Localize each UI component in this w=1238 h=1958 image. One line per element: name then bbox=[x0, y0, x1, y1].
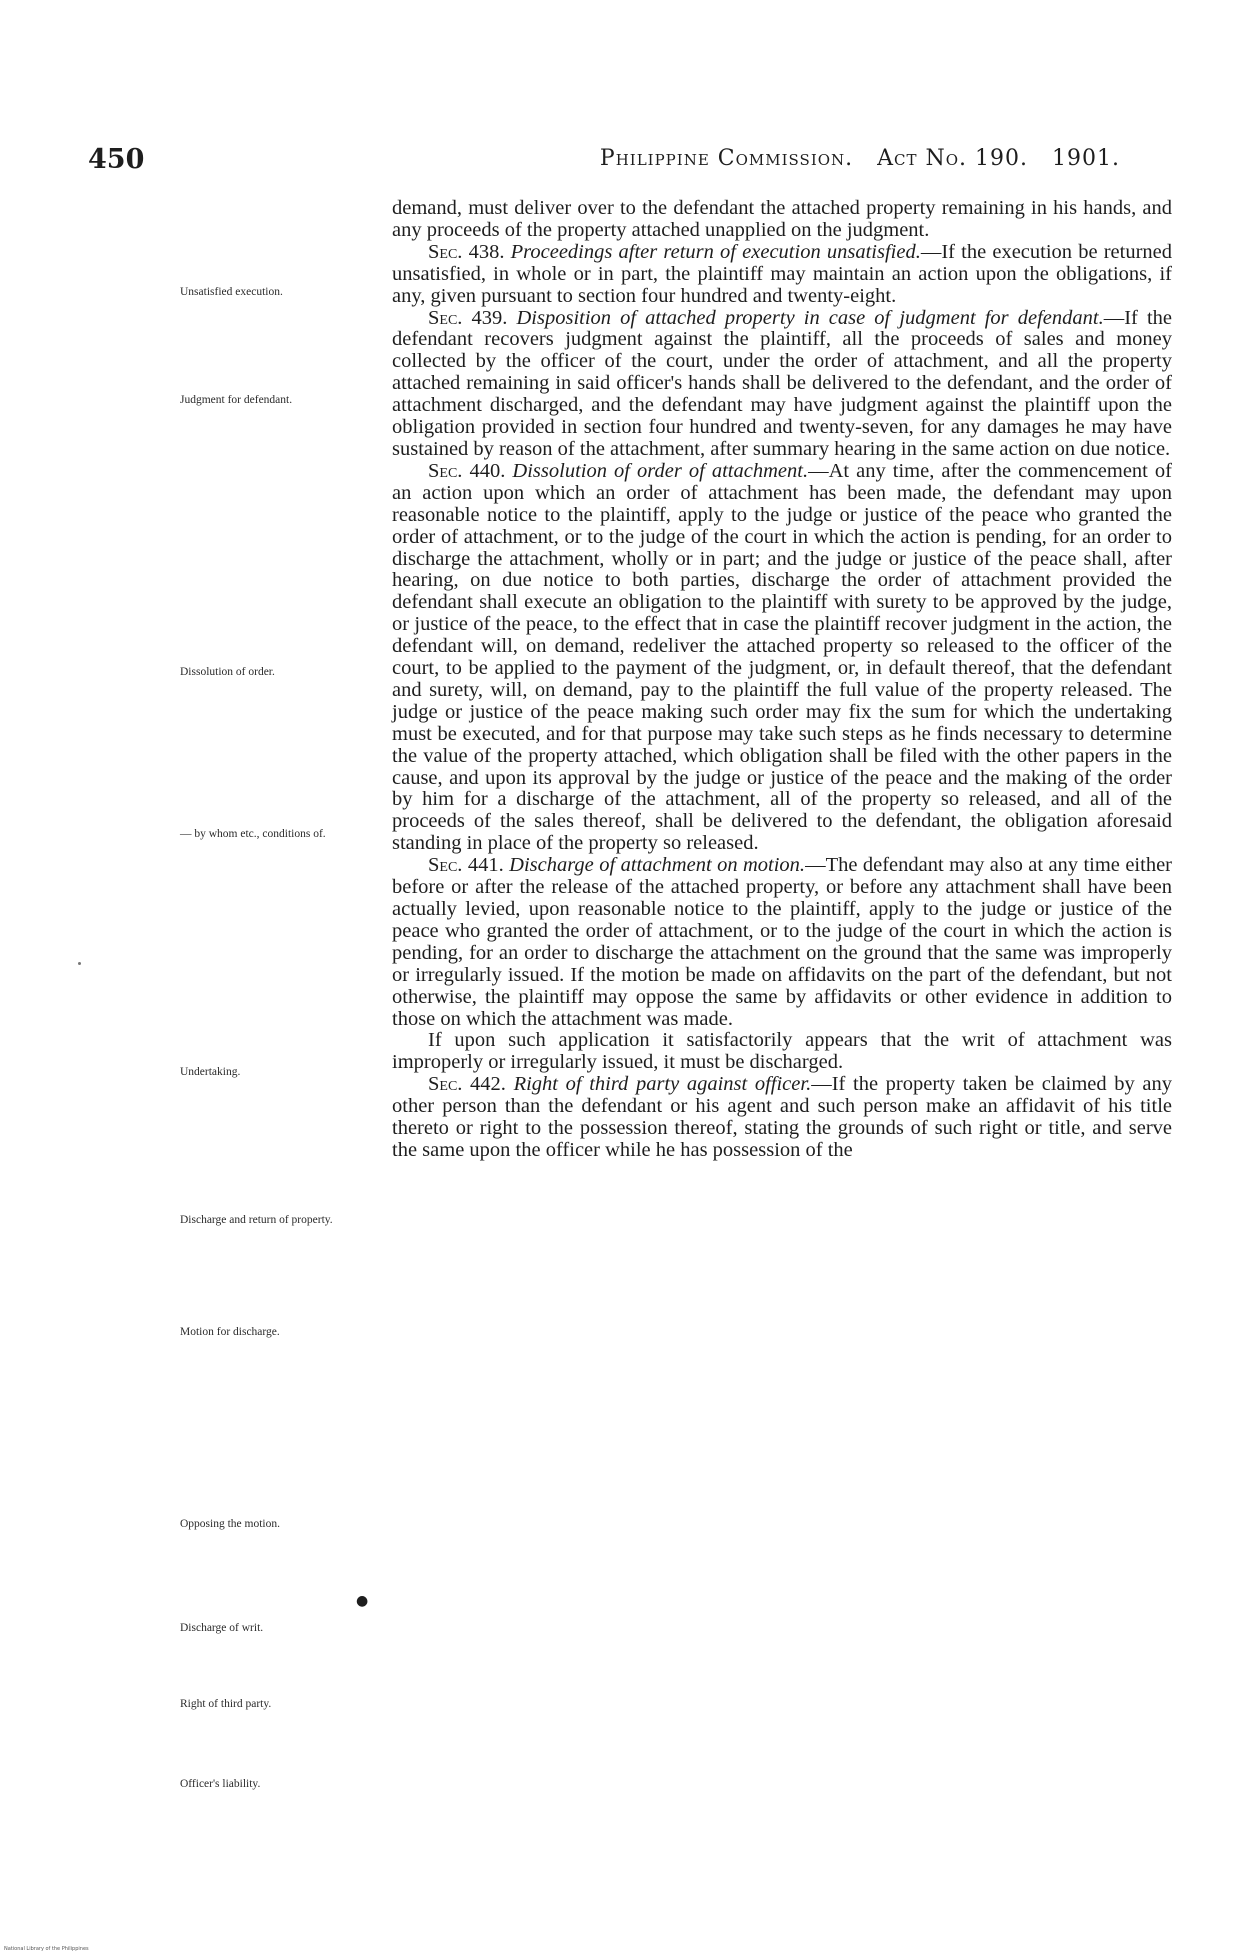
section-439-number: Sec. 439. bbox=[428, 306, 508, 329]
speck-mark bbox=[78, 962, 81, 965]
section-438-number: Sec. 438. bbox=[428, 240, 505, 263]
paragraph-continuation: demand, must deliver over to the defendant the attached property remaining in his hands, and any proceeds of the property attached unapplied on the judgment. bbox=[392, 197, 1172, 241]
section-442-text: —If the property taken be claimed by any other person than the defendant or his agent and such person make an affidavit of his title thereto or right to the possession thereof, stating the grounds of such right or title, and serve the same upon the officer while he has possession of the bbox=[392, 1073, 1173, 1161]
section-440-title: Dissolution of order of attachment. bbox=[512, 459, 809, 482]
margin-note-officers-liability: Officer's liability. bbox=[180, 1778, 261, 1790]
body-text bbox=[392, 198, 1172, 1162]
margin-note-motion-for-discharge: Motion for discharge. bbox=[180, 1326, 280, 1338]
section-440-number: Sec. 440. bbox=[428, 459, 506, 482]
page-header bbox=[88, 144, 1120, 184]
scan-footer: National Library of the Philippines bbox=[4, 1946, 89, 1952]
margin-note-by-whom-conditions: — by whom etc., conditions of. bbox=[180, 828, 326, 840]
section-441-number: Sec. 441. bbox=[428, 854, 504, 877]
section-438-title: Proceedings after return of execution unsatisfied. bbox=[510, 240, 921, 263]
section-438-text: —If the execution be returned unsatisfied, in whole or in part, the plaintiff may maintain an action upon the obligations, if any, given pursuant to section four hundred and twenty-eight. bbox=[392, 240, 1173, 307]
section-439-title: Disposition of attached property in case of judgment for defendant. bbox=[516, 306, 1104, 329]
margin-note-opposing-the-motion: Opposing the motion. bbox=[180, 1518, 280, 1530]
section-440-text: —At any time, after the commencement of an action upon which an order of attachment has been made, the defendant may upon reasonable notice to the plaintiff, apply to the judge or justice of the peace who granted the order of attachment, or to the judge of the court in which the action is pending, for an order to discharge the attachment, wholly or in part; and the judge or justice of the peace shall, after hearing, on due notice to both parties, discharge the order of attachment provided the defendant shall execute an obligation to the plaintiff with surety to be approved by the judge, or justice of the peace, to the effect that in case the plaintiff recover judgment in the action, the defendant will, on demand, redeliver the attached property so released to the officer of the court, to be applied to the payment of the judgment, or, in default thereof, that the defendant and surety, will, on demand, pay to the plaintiff the full value of the property released. The judge or justice of the peace making such order may fix the sum for which the undertaking must be executed, and for that purpose may take such steps as he finds necessary to determine the value of the property attached, which obligation shall be filed with the other papers in the cause, and upon its approval by the judge or justice of the peace and the making of the order by him for a discharge of the attachment, all of the property so released, and all of the proceeds of the sales thereof, shall be delivered to the defendant, the obligation aforesaid standing in place of the property so released. bbox=[392, 459, 1173, 855]
margin-note-unsatisfied-execution: Unsatisfied execution. bbox=[180, 286, 283, 298]
margin-note-discharge-of-writ: Discharge of writ. bbox=[180, 1622, 264, 1634]
section-441-discharge-paragraph: If upon such application it satisfactorily appears that the writ of attachment was improperly or irregularly issued, it must be discharged. bbox=[392, 1029, 1172, 1074]
margin-note-judgment-for-defendant: Judgment for defendant. bbox=[180, 394, 293, 406]
section-439 bbox=[392, 308, 1172, 461]
section-442-number: Sec. 442. bbox=[428, 1073, 506, 1096]
margin-note-right-of-third-party: Right of third party. bbox=[180, 1698, 272, 1710]
margin-note-discharge-and-return: Discharge and return of property. bbox=[180, 1214, 333, 1226]
margin-note-undertaking: Undertaking. bbox=[180, 1066, 241, 1078]
section-441-title: Discharge of attachment on motion. bbox=[509, 854, 806, 877]
bullet-mark: ● bbox=[356, 1593, 369, 1609]
page-number: 450 bbox=[88, 144, 145, 175]
margin-note-dissolution-of-order: Dissolution of order. bbox=[180, 666, 275, 678]
section-438 bbox=[392, 242, 1172, 308]
section-441 bbox=[392, 855, 1172, 1030]
section-440 bbox=[392, 461, 1172, 855]
section-442-title: Right of third party against officer. bbox=[513, 1073, 812, 1096]
section-441-text: —The defendant may also at any time either before or after the release of the attached property, or before any attachment shall have been actually levied, upon reasonable notice to the plaintiff, apply to the judge or justice of the peace who granted the order of attachment, or to the judge of the court in which the action is pending, for an order to discharge the attachment on the ground that the same was improperly or irregularly issued. If the motion be made on affidavits on the part of the defendant, but not otherwise, the plaintiff may oppose the same by affidavits or other evidence in addition to those on which the attachment was made. bbox=[392, 854, 1172, 1030]
section-439-text: —If the defendant recovers judgment against the plaintiff, all the proceeds of sales and money collected by the officer of the court, under the order of attachment, and all the property attached remaining in said officer's hands shall be delivered to the defendant, and the order of attachment discharged, and the defendant may have judgment against the plaintiff upon the obligation provided in section four hundred and twenty-seven, for any damages he may have sustained by reason of the attachment, after summary hearing in the same action on due notice. bbox=[392, 306, 1173, 460]
running-head: Philippine Commission. Act No. 190. 1901. bbox=[599, 146, 1120, 171]
section-442 bbox=[392, 1074, 1172, 1162]
